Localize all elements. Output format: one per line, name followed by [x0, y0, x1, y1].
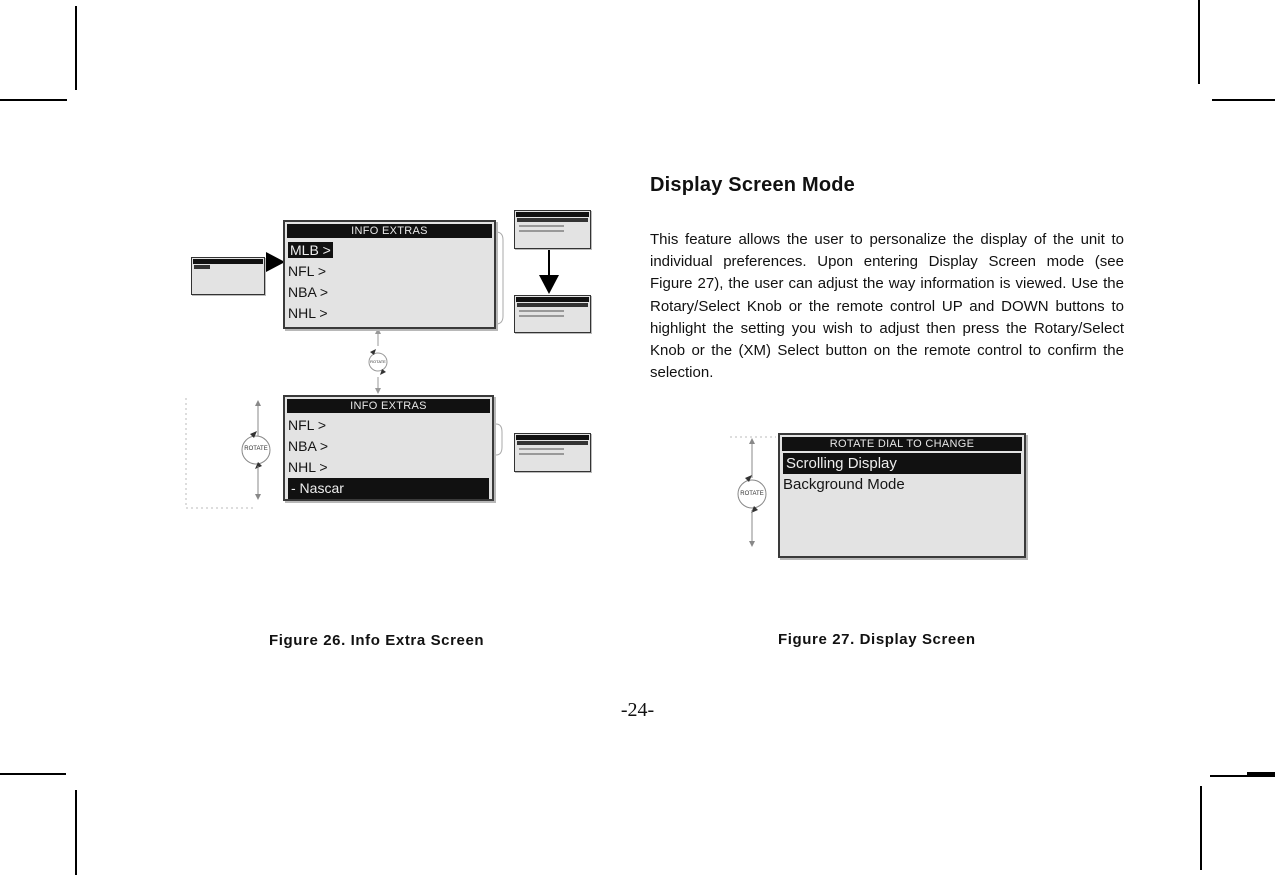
figure-26-caption: Figure 26. Info Extra Screen: [269, 632, 485, 649]
lcd-item-nhl: NHL >: [288, 459, 328, 475]
lcd-item-mlb: MLB >: [290, 242, 331, 258]
knob-label: ROTATE: [244, 446, 268, 452]
body-paragraph: This feature allows the user to personalize the display of the unit to individual preferences. Upon entering Display Screen mode (see Figure 27), the user can adjust the way information is viewed. Use the Rotary/Select Knob or the remote control UP and DOWN buttons to highlight the setting you wish to adjust then press the Rotary/Select Knob or the (XM) Select button on the remote control to confirm the selection.: [650, 231, 1124, 382]
lcd-title: ROTATE DIAL TO CHANGE: [782, 437, 1022, 451]
lcd-item-scrolling-display: Scrolling Display: [783, 453, 1021, 474]
lcd-item-nba: NBA >: [288, 438, 329, 454]
lcd-item-background-mode: Background Mode: [783, 476, 905, 493]
lcd-item-nba: NBA >: [288, 284, 329, 300]
figure-27-caption: Figure 27. Display Screen: [778, 631, 976, 648]
lcd-item-nfl: NFL >: [288, 263, 326, 279]
knob-label: ROTATE: [740, 491, 764, 497]
knob-label: ROTATE: [370, 359, 386, 364]
lcd-screen-display: [778, 433, 1026, 558]
section-heading: Display Screen Mode: [650, 174, 855, 196]
lcd-item-nfl: NFL >: [288, 417, 326, 433]
lcd-title: INFO EXTRAS: [287, 224, 492, 238]
lcd-title: INFO EXTRAS: [287, 399, 490, 413]
page-number: -24-: [620, 699, 655, 721]
lcd-item-nascar: - Nascar: [288, 478, 489, 499]
lcd-item-nhl: NHL >: [288, 305, 328, 321]
